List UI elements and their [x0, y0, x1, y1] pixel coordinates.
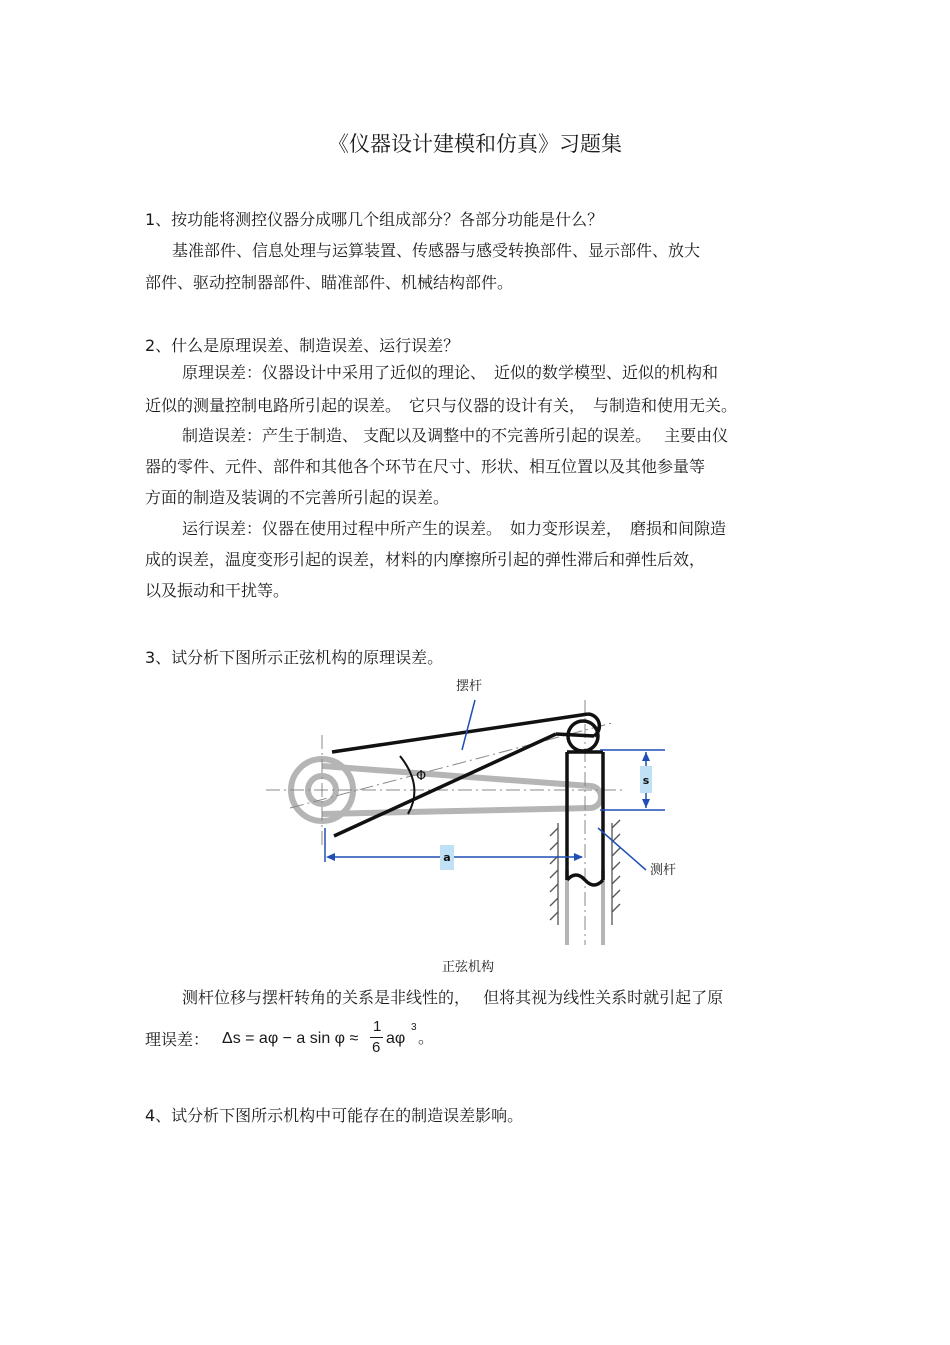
- formula-lhs: Δs = aφ − a sin φ ≈: [222, 1030, 359, 1047]
- formula-numerator: 1: [373, 1018, 382, 1035]
- phi-label: Φ: [416, 769, 427, 784]
- q2-p2-line-1: 制造误差：产生于制造、 支配以及调整中的不完善所引起的误差。 主要由仪: [182, 426, 729, 445]
- measuring-rod: [567, 752, 603, 885]
- q3-answer-line-2: 理误差：: [145, 1030, 210, 1049]
- s-arrow-bottom: [642, 799, 650, 808]
- measure-rod-leader: [598, 828, 646, 870]
- q3-question: 3、试分析下图所示正弦机构的原理误差。: [145, 648, 444, 667]
- q2-p2-line-3: 方面的制造及装调的不完善所引起的误差。: [145, 488, 450, 507]
- formula-end: 。: [418, 1030, 435, 1047]
- q2-p3-line-3: 以及振动和干扰等。: [145, 581, 290, 600]
- q3-answer-line-1: 测杆位移与摆杆转角的关系是非线性的， 但将其视为线性关系时就引起了原: [182, 988, 724, 1007]
- a-arrow-right: [574, 853, 583, 861]
- page-title: 《仪器设计建模和仿真》习题集: [328, 132, 622, 156]
- swing-rod-label-text: 摆杆: [456, 679, 483, 694]
- q1-answer-line-2: 部件、驱动控制器部件、瞄准部件、机械结构部件。: [145, 273, 514, 292]
- q1-question: 1、按功能将测控仪器分成哪几个组成部分？各部分功能是什么？: [145, 210, 604, 229]
- measure-rod-label-text: 测杆: [650, 863, 677, 878]
- q2-p2-line-2: 器的零件、元件、部件和其他各个环节在尺寸、形状、相互位置以及其他参量等: [145, 457, 706, 476]
- formula-rhs: aφ: [386, 1030, 406, 1047]
- q2-p3-line-2: 成的误差，温度变形引起的误差，材料的内摩擦所引起的弹性滞后和弹性后效，: [145, 550, 706, 569]
- q4-question: 4、试分析下图所示机构中可能存在的制造误差影响。: [145, 1106, 524, 1125]
- q2-p3-line-1: 运行误差：仪器在使用过程中所产生的误差。 如力变形误差， 磨损和间隙造: [182, 519, 727, 538]
- q2-p1-line-1: 原理误差：仪器设计中采用了近似的理论、 近似的数学模型、近似的机构和: [182, 363, 719, 382]
- q2-question: 2、什么是原理误差、制造误差、运行误差？: [145, 336, 460, 355]
- a-label: a: [443, 851, 451, 864]
- swing-arm: [332, 714, 599, 836]
- s-arrow-top: [642, 752, 650, 761]
- swing-rod-leader: [462, 700, 475, 750]
- s-dimension: [600, 750, 665, 810]
- q1-answer-line-1: 基准部件、信息处理与运算装置、传感器与感受转换部件、显示部件、放大: [172, 241, 701, 260]
- fraction-bar: [370, 1037, 383, 1038]
- sine-mechanism-figure: [260, 690, 680, 950]
- formula-denominator: 6: [372, 1039, 381, 1056]
- s-label: s: [642, 774, 650, 787]
- formula-exponent: 3: [411, 1022, 417, 1033]
- figure-caption: 正弦机构: [442, 960, 495, 975]
- a-arrow-left: [326, 853, 335, 861]
- q2-p1-line-2: 近似的测量控制电路所引起的误差。 它只与仪器的设计有关， 与制造和使用无关。: [145, 396, 738, 415]
